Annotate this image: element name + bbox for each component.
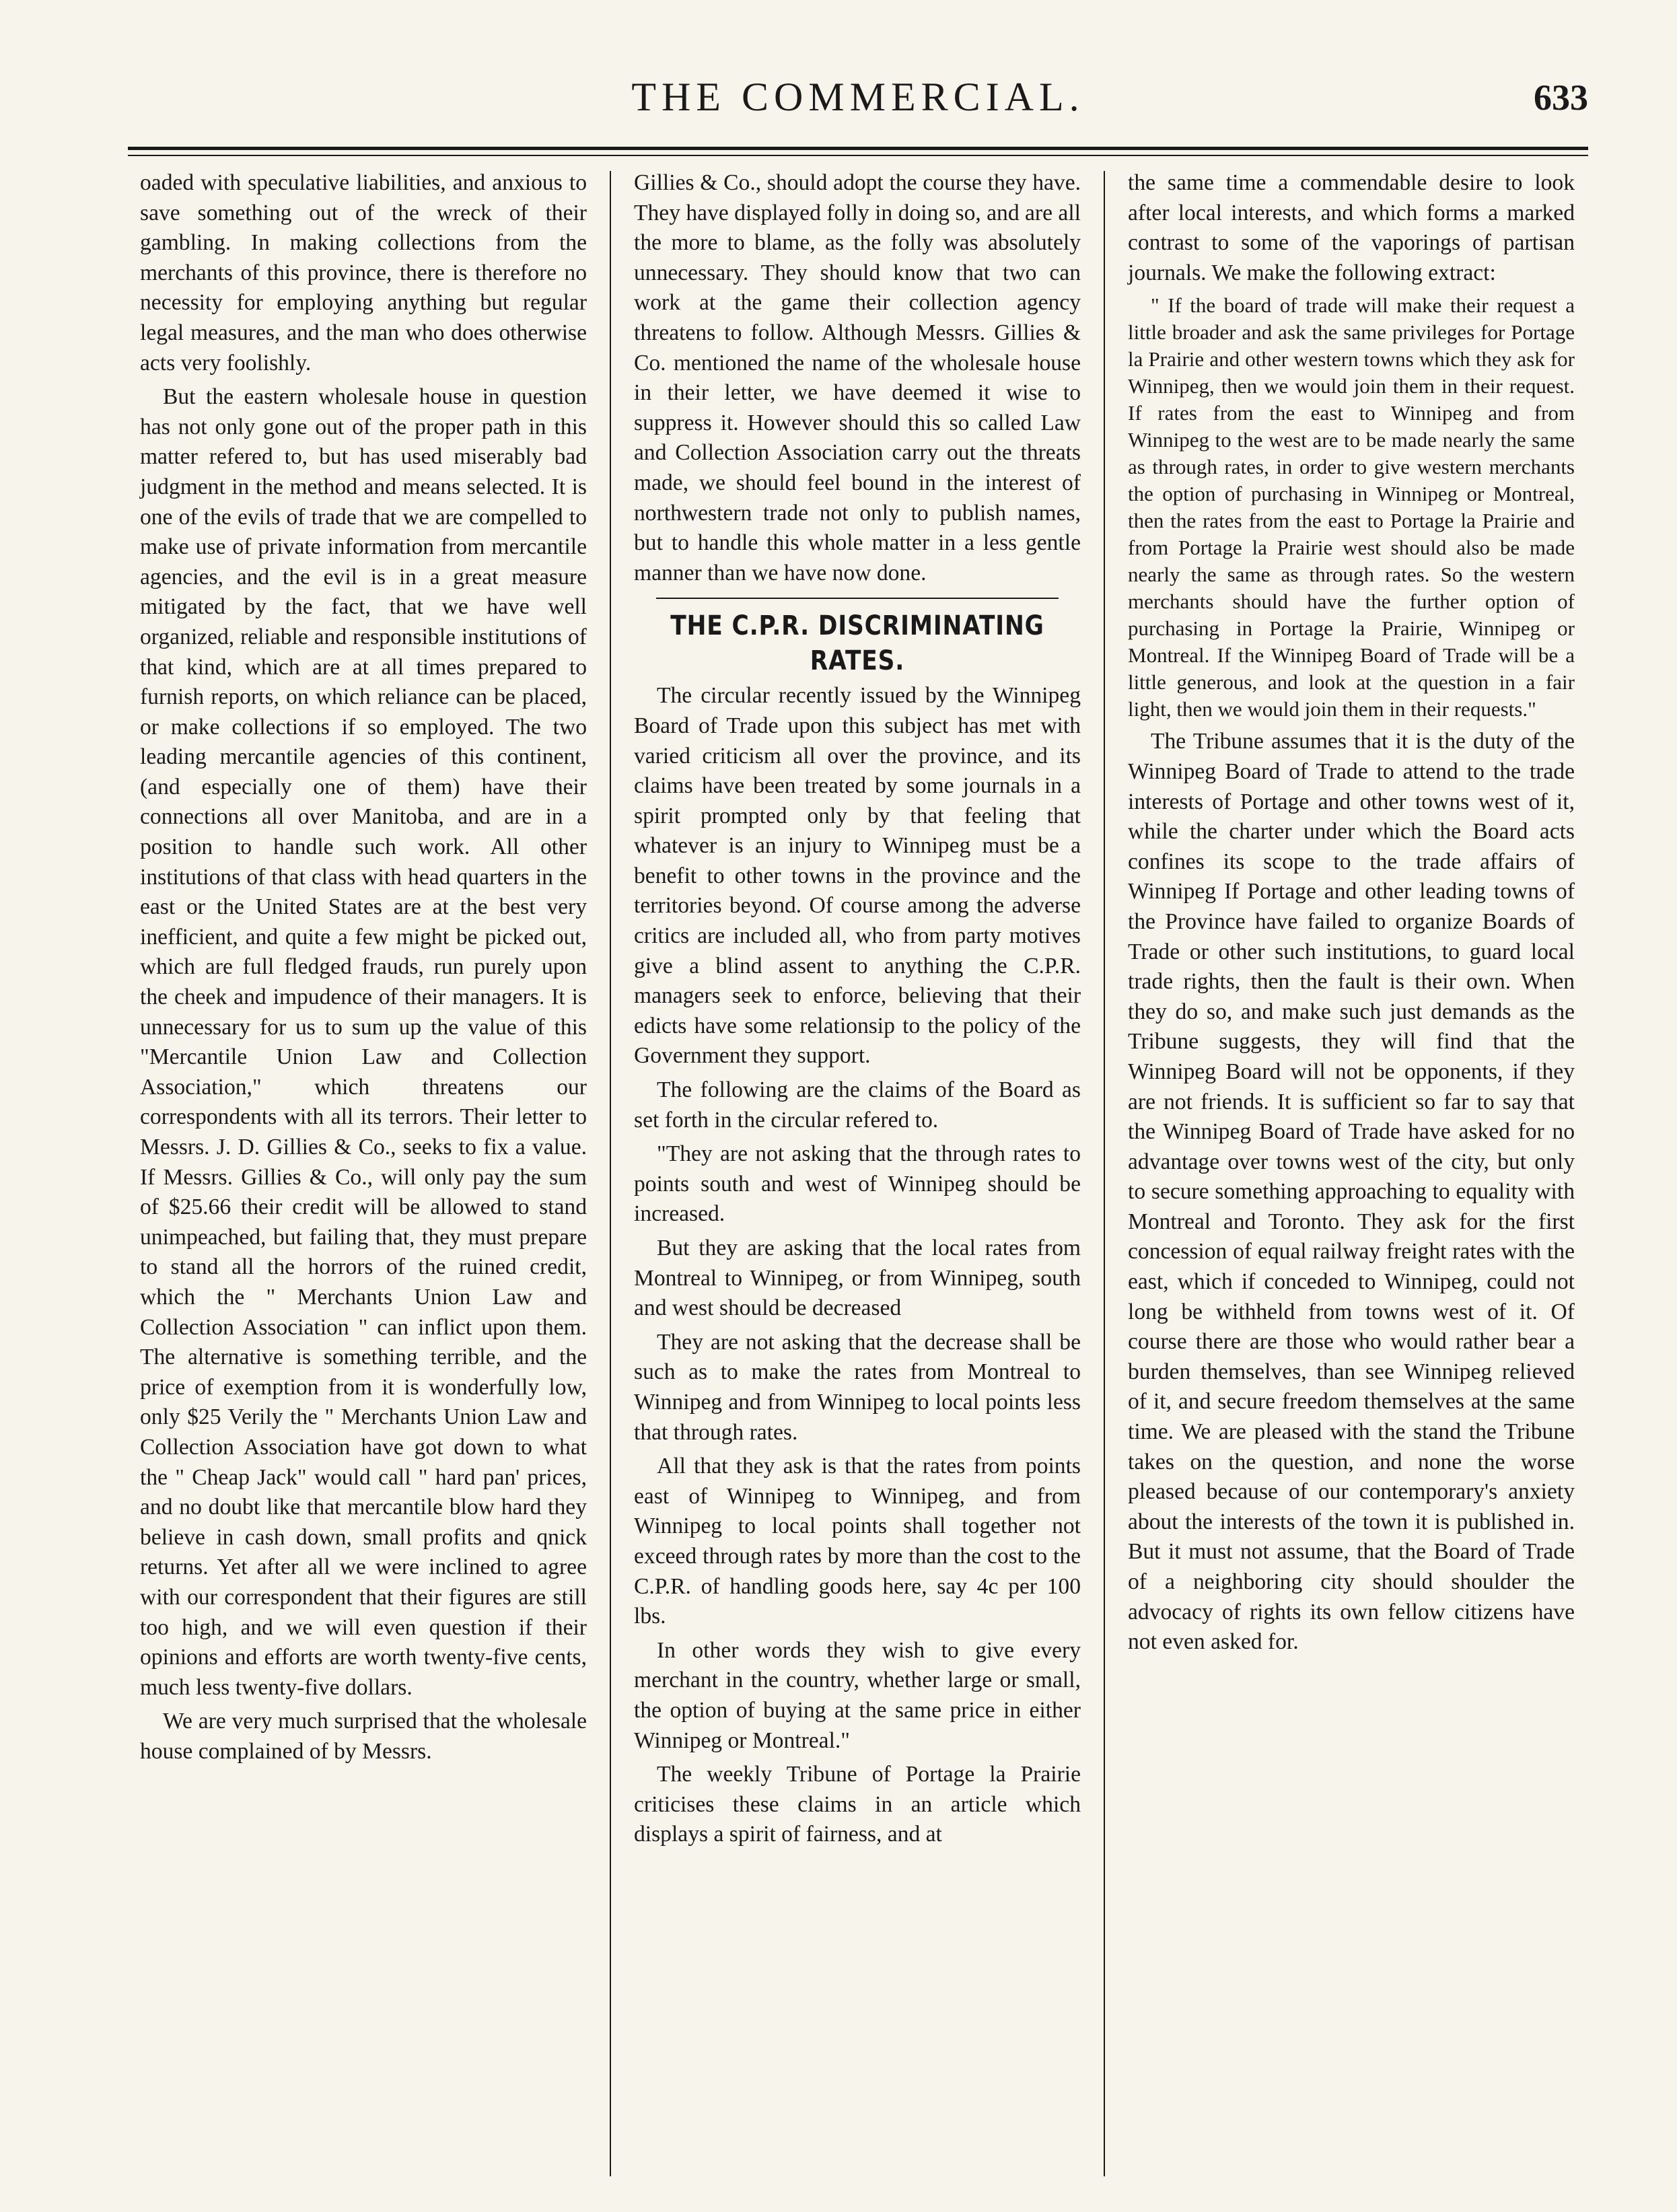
column-3 xyxy=(1116,168,1587,2180)
paragraph: The weekly Tribune of Portage la Prairie criticises these claims in an article which displays a spirit of fairness, and at xyxy=(634,1762,1081,1847)
section-rule xyxy=(656,598,1059,599)
column-divider xyxy=(610,171,611,2176)
paragraph: The Tribune assumes that it is the duty of the Winnipeg Board of Trade to attend to the trade interests of Portage and other towns west of it, while the charter under which the Board acts confines its scope to the trade affairs of Winnipeg If Portage and other leading towns of the Province have failed to organize Boards of Trade or other such institutions, to guard local trade rights, then the fault is their own. When they do so, and make such just demands as the Tribune suggests, they will find that the Winnipeg Board will not be opponents, if they are not friends. It is sufficient so far to say that the Winnipeg Board of Trade have asked for no advantage over towns west of the city, but only to secure something approaching to equality with Montreal and Toronto. They ask for the first concession of equal railway freight rates with the east, which if conceded to Winnipeg, could not long be withheld from towns west of it. Of course there are those who would rather bear a burden themselves, than see Winnipeg relieved of it, and secure freedom themselves at the same time. We are pleased with the stand the Tribune takes on the question, and none the worse pleased because of our contemporary's anxiety about the interests of the town it is published in. But it must not assume, that the Board of Trade of a neighboring city should shoulder the advocacy of rights its own fellow citizens have not even asked for. xyxy=(1128,729,1575,1655)
paragraph: the same time a commendable desire to look after local interests, and which forms a marked contrast to some of the vaporings of partisan journals. We make the following extract: xyxy=(1128,170,1575,285)
paragraph: "They are not asking that the through rates to points south and west of Winnipeg should be increased. xyxy=(634,1141,1081,1227)
paragraph: All that they ask is that the rates from points east of Winnipeg to Winnipeg, and from Winnipeg to local points shall together not exceed through rates by more than the cost to the C.P.R. of handling goods here, say 4c per 100 lbs. xyxy=(634,1454,1081,1629)
page-header xyxy=(128,67,1588,141)
paragraph: We are very much surprised that the wholesale house complained of by Messrs. xyxy=(140,1709,587,1764)
column-divider xyxy=(1104,171,1105,2176)
quoted-extract: " If the board of trade will make their request a little broader and ask the same privileges for Portage la Prairie and other western towns which they ask for Winnipeg, then we would join them in their request. If rates from the east to Winnipeg and from Winnipeg to the west are to be made nearly the same as through rates, in order to give western merchants the option of purchasing in Winnipeg or Montreal, then the rates from the east to Portage la Prairie and from Portage la Prairie west should also be made nearly the same as through rates. So the western merchants should have the further option of purchasing in Portage la Prairie, Winnipeg or Montreal. If the Winnipeg Board of Trade will be a little generous, and look at the question in a fair light, then we would join them in their requests." xyxy=(1128,293,1575,721)
paragraph: But they are asking that the local rates from Montreal to Winnipeg, or from Winnipeg, south and west should be decreased xyxy=(634,1236,1081,1321)
header-rule-thin xyxy=(128,155,1588,156)
paragraph: They are not asking that the decrease shall be such as to make the rates from Montreal to Winnipeg and from Winnipeg to local points less that through rates. xyxy=(634,1329,1081,1445)
article-headline: THE C.P.R. DISCRIMINATING RATES. xyxy=(670,610,1044,677)
paragraph: Gillies & Co., should adopt the course they have. They have displayed folly in doing so, and are all the more to blame, as the folly was absolutely unnecessary. They should know that two can work at the game their collection agency threatens to follow. Although Messrs. Gillies & Co. mentioned the name of the wholesale house in their letter, we have deemed it wise to suppress it. However should this so called Law and Collection Association carry out the threats made, we should feel bound in the interest of northwestern trade not only to publish names, but to handle this whole matter in a less gentle manner than we have now done. xyxy=(634,170,1081,585)
column-1 xyxy=(128,168,599,2180)
paragraph: In other words they wish to give every merchant in the country, whether large or small, the option of buying at the same price in either Winnipeg or Montreal." xyxy=(634,1637,1081,1753)
paragraph: But the eastern wholesale house in question has not only gone out of the proper path in this matter refered to, but has used miserably bad judgment in the method and means selected. It is one of the evils of trade that we are compelled to make use of private information from mercantile agencies, and the evil is in a great measure mitigated by the fact, that we have well organized, reliable and responsible institutions of that kind, which are at all times prepared to furnish reports, on which reliance can be placed, or make collections if so employed. The two leading mercantile agencies of this continent, (and especially one of them) have their connections all over Manitoba, and are in a position to handle such work. All other institutions of that class with head quarters in the east or the United States are at the best very inefficient, and quite a few might be picked out, which are full fledged frauds, run purely upon the cheek and impudence of their managers. It is unnecessary for us to sum up the value of this "Mercantile Union Law and Collection Association," which threatens our correspondents with all its terrors. Their letter to Messrs. J. D. Gillies & Co., seeks to fix a value. If Messrs. Gillies & Co., will only pay the sum of $25.66 their credit will be allowed to stand unimpeached, but failing that, they must prepare to stand all the horrors of the ruined credit, which the " Merchants Union Law and Collection Association " can inflict upon them. The alternative is something terrible, and the price of exemption from it is wonderfully low, only $25 Verily the " Merchants Union Law and Collection Association have got down to what the " Cheap Jack" would call " hard pan' prices, and no doubt like that mercantile blow hard they believe in cash down, small profits and qnick returns. Yet after all we were inclined to agree with our correspondent that their figures are still too high, and we will even question if their opinions and efforts are worth twenty-five cents, much less twenty-five dollars. xyxy=(140,384,587,1700)
masthead-title: THE COMMERCIAL. xyxy=(631,75,1085,119)
paragraph: The following are the claims of the Board as set forth in the circular refered to. xyxy=(634,1077,1081,1133)
paragraph: The circular recently issued by the Winnipeg Board of Trade upon this subject has met with varied criticism all over the province, and its claims have been treated by some journals in a spirit prompted only by that feeling that whatever is an injury to Winnipeg must be a benefit to other towns in the province and the territories beyond. Of course among the adverse critics are included all, who from party motives give a blind assent to anything the C.P.R. managers seek to enforce, believing that their edicts have some relationsip to the policy of the Government they support. xyxy=(634,683,1081,1069)
header-rule-thick xyxy=(128,147,1588,150)
column-2 xyxy=(622,168,1093,2180)
paragraph: oaded with speculative liabilities, and anxious to save something out of the wreck of their gambling. In making collections from the merchants of this province, there is therefore no necessity for employing anything but regular legal measures, and the man who does otherwise acts very foolishly. xyxy=(140,170,587,376)
article-columns xyxy=(128,168,1588,2180)
page-number: 633 xyxy=(1534,77,1588,118)
